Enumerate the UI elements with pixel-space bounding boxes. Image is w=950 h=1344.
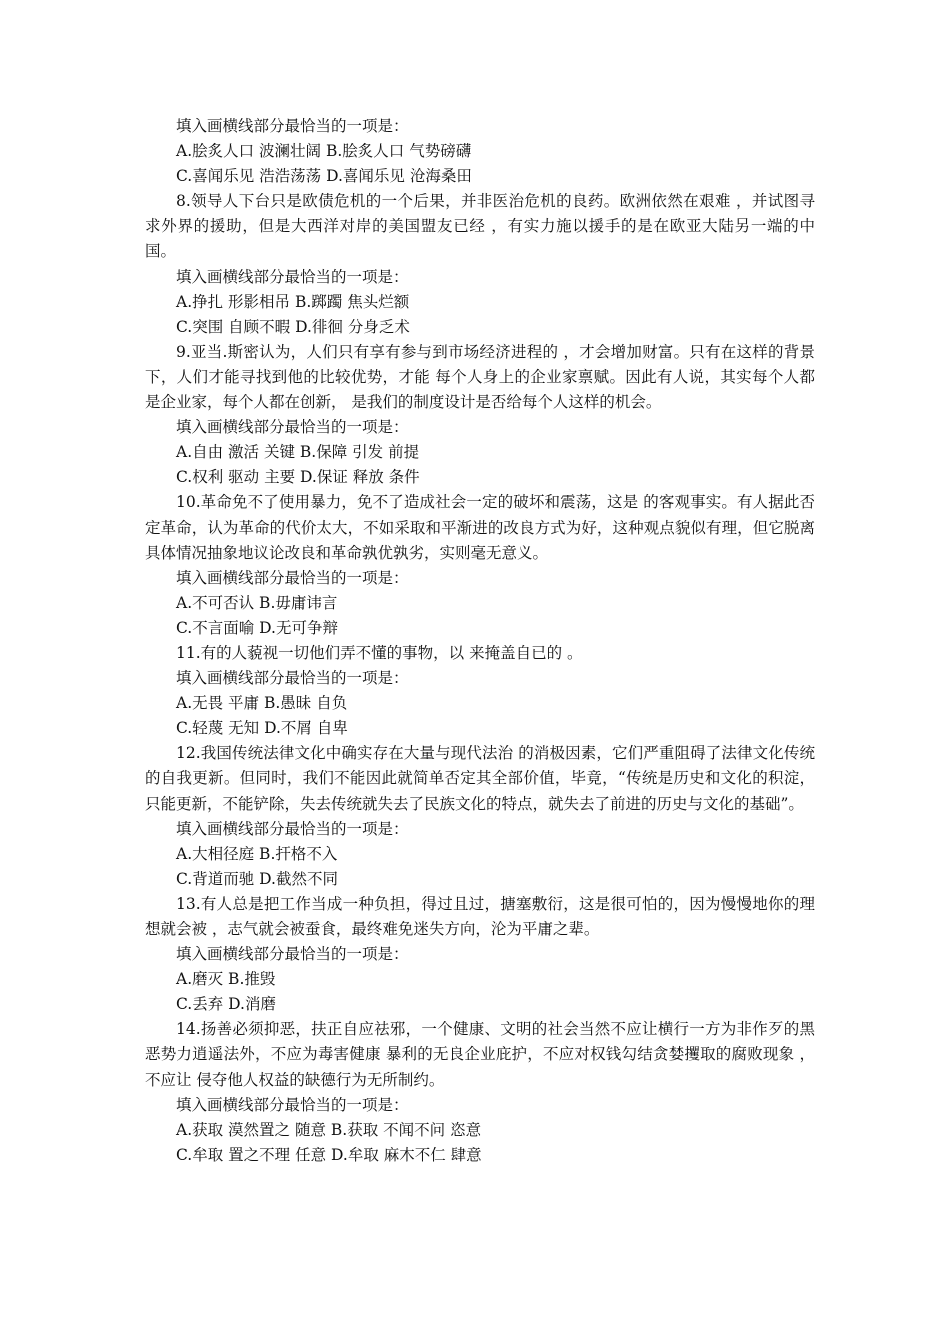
answer-option: C.不言面喻 D.无可争辩 [176, 618, 338, 637]
answer-option: A.自由 激活 关键 B.保障 引发 前提 [176, 443, 420, 462]
answer-option: C.牟取 置之不理 任意 D.牟取 麻木不仁 肆意 [176, 1145, 482, 1164]
answer-option: A.无畏 平庸 B.愚昧 自负 [176, 694, 348, 713]
answer-option: C.突围 自顾不暇 D.徘徊 分身乏术 [176, 317, 410, 336]
answer-prompt: 填入画横线部分最恰当的一项是： [176, 117, 409, 135]
question-8: 8.领导人下台只是欧债危机的一个后果，并非医治危机的良药。欧洲依然在艰难 ，并试图寻求外界的援助，但是大西洋对岸的美国盟友已经 ，有实力施以援手的是在欧亚大陆另一端的中国。 [145, 192, 815, 261]
document-body [145, 114, 815, 1168]
answer-prompt: 填入画横线部分最恰当的一项是： [176, 418, 409, 437]
answer-prompt: 填入画横线部分最恰当的一项是： [176, 1095, 409, 1114]
question-9: 9.亚当.斯密认为，人们只有享有参与到市场经济进程的 ，才会增加财富。只有在这样的背景下，人们才能寻找到他的比较优势，才能 每个人身上的企业家禀赋。因此有人说，其实每个人都是企业家，每个人都在创新， 是我们的制度设计是否给每个人这样的机会。 [145, 342, 815, 412]
answer-prompt: 填入画横线部分最恰当的一项是： [176, 819, 409, 838]
answer-option: A.脍炙人口 波澜壮阔 B.脍炙人口 气势磅礴 [176, 142, 472, 161]
answer-option: C.丢弃 D.消磨 [176, 995, 276, 1014]
question-13: 13.有人总是把工作当成一种负担，得过且过，搪塞敷衍，这是很可怕的，因为慢慢地你的理想就会被 ，志气就会被蚕食，最终难免迷失方向，沦为平庸之辈。 [145, 894, 815, 938]
question-11: 11.有的人藐视一切他们弄不懂的事物，以 来掩盖自已的 。 [176, 643, 583, 662]
answer-option: C.轻蔑 无知 D.不屑 自卑 [176, 719, 348, 738]
question-14: 14.扬善必须抑恶，扶正自应祛邪，一个健康、文明的社会当然不应让横行一方为非作歹的黑恶势力逍遥法外，不应为毒害健康 暴利的无良企业庇护，不应对权钱勾结贪婪攫取的腐败现象 ，不应让 侵夺他人权益的缺德行为无所制约。 [145, 1020, 815, 1089]
answer-option: A.挣扎 形影相吊 B.踯躅 焦头烂额 [176, 292, 410, 311]
answer-prompt: 填入画横线部分最恰当的一项是： [176, 669, 409, 688]
answer-option: A.不可否认 B.毋庸讳言 [176, 593, 338, 612]
answer-option: C.权利 驱动 主要 D.保证 释放 条件 [176, 468, 420, 487]
answer-prompt: 填入画横线部分最恰当的一项是： [176, 267, 409, 286]
answer-option: C.喜闻乐见 浩浩荡荡 D.喜闻乐见 沧海桑田 [176, 167, 472, 186]
answer-prompt: 填入画横线部分最恰当的一项是： [176, 945, 409, 964]
answer-option: A.磨灭 B.推毁 [176, 970, 276, 989]
answer-prompt: 填入画横线部分最恰当的一项是： [176, 568, 409, 587]
answer-option: C.背道而驰 D.截然不同 [176, 869, 338, 888]
question-10: 10.革命免不了使用暴力，免不了造成社会一定的破坏和震荡，这是 的客观事实。有人据此否定革命，认为革命的代价太大，不如采取和平渐进的改良方式为好，这种观点貌似有理，但它脱离具体情况抽象地议论改良和革命孰优孰劣，实则毫无意义。 [145, 493, 815, 562]
answer-option: A.获取 漠然置之 随意 B.获取 不闻不问 恣意 [176, 1120, 482, 1139]
answer-option: A.大相径庭 B.扞格不入 [176, 844, 338, 863]
question-12: 12.我国传统法律文化中确实存在大量与现代法治 的消极因素，它们严重阻碍了法律文化传统的自我更新。但同时，我们不能因此就简单否定其全部价值，毕竟，“传统是历史和文化的积淀，只能更新，不能铲除，失去传统就失去了民族文化的特点，就失去了前进的历史与文化的基础”。 [145, 744, 815, 813]
